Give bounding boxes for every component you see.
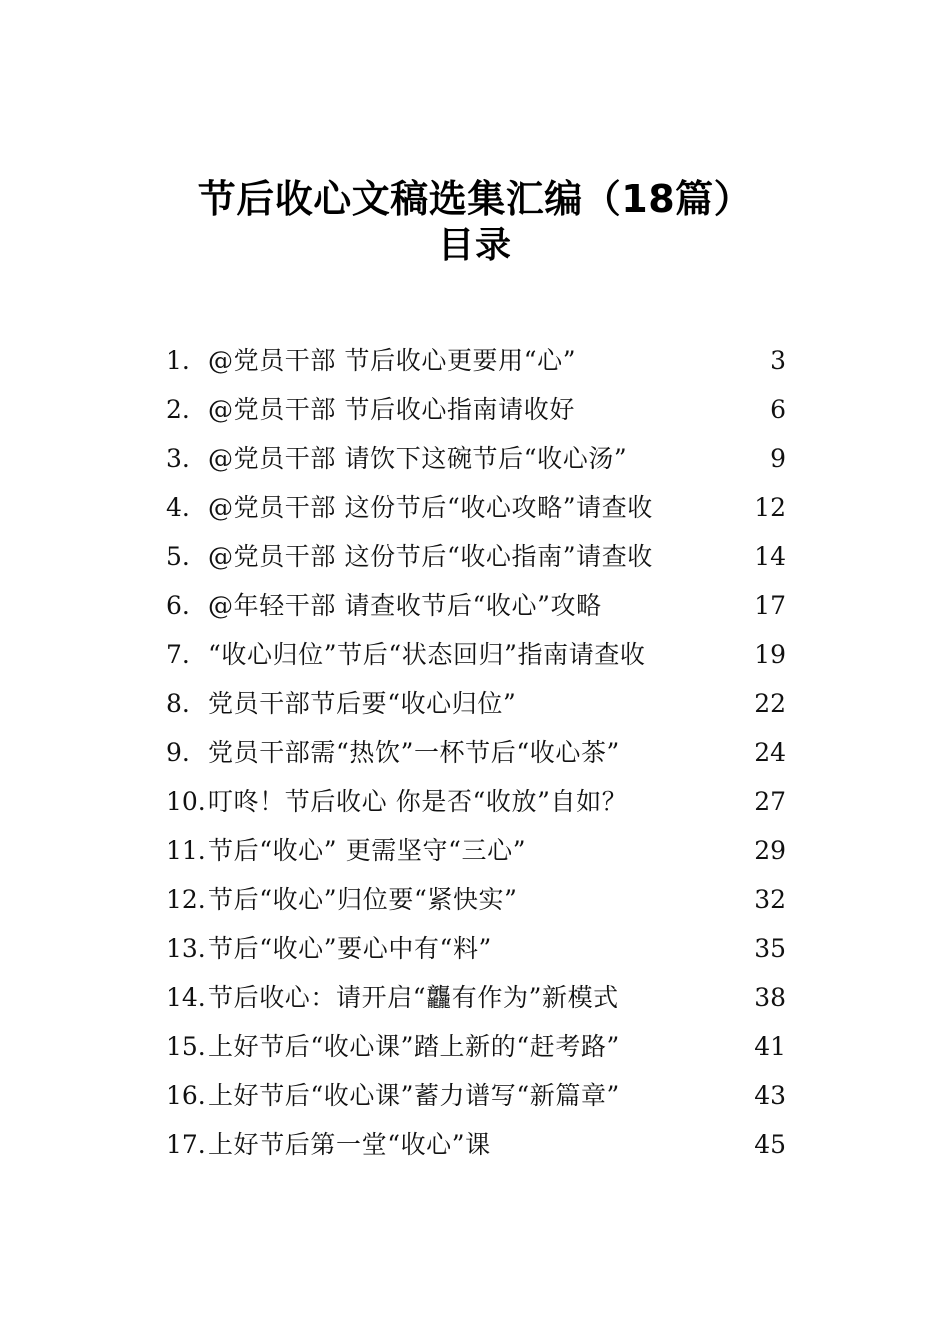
toc-entry[interactable]	[166, 973, 786, 1022]
toc-dot-leader	[603, 589, 752, 614]
toc-entry-label: @党员干部 请饮下这碗节后“收心汤”	[208, 444, 628, 473]
toc-entry-page-number: 32	[754, 885, 786, 914]
toc-entry-number: 2.	[166, 395, 190, 424]
toc-entry-number: 6.	[166, 591, 190, 620]
toc-entry[interactable]	[166, 434, 786, 483]
toc-dot-leader	[492, 1128, 752, 1153]
toc-entry-page-number: 45	[754, 1130, 786, 1159]
toc-entry-label: 上好节后“收心课”踏上新的“赶考路”	[208, 1032, 620, 1061]
toc-dot-leader	[620, 981, 752, 1006]
toc-entry-number: 15.	[166, 1032, 206, 1061]
toc-entry-page-number: 22	[754, 689, 786, 718]
toc-entry[interactable]	[166, 483, 786, 532]
toc-entry-page-number: 38	[754, 983, 786, 1012]
title-block	[0, 176, 950, 268]
toc-entry[interactable]	[166, 581, 786, 630]
toc-dot-leader	[621, 1030, 752, 1055]
toc-dot-leader	[576, 393, 768, 418]
toc-entry-label: 节后“收心”要心中有“料”	[208, 934, 492, 963]
toc-entry-number: 11.	[166, 836, 206, 865]
toc-entry[interactable]	[166, 532, 786, 581]
toc-entry-label: 上好节后“收心课”蓄力谱写“新篇章”	[208, 1081, 620, 1110]
page-subtitle: 目录	[437, 225, 512, 266]
toc-entry-page-number: 9	[770, 444, 786, 473]
toc-entry-number: 5.	[166, 542, 190, 571]
toc-entry-page-number: 24	[754, 738, 786, 767]
toc-entry-label: 党员干部需“热饮”一杯节后“收心茶”	[208, 738, 620, 767]
toc-entry[interactable]	[166, 1120, 786, 1169]
toc-entry-page-number: 41	[754, 1032, 786, 1061]
toc-entry-page-number: 17	[754, 591, 786, 620]
toc-entry-number: 16.	[166, 1081, 206, 1110]
toc-entry-number: 12.	[166, 885, 206, 914]
toc-dot-leader	[517, 687, 752, 712]
toc-entry-number: 14.	[166, 983, 206, 1012]
toc-entry-page-number: 12	[754, 493, 786, 522]
toc-entry-label: 节后“收心”归位要“紧快实”	[208, 885, 518, 914]
toc-entry-label: 叮咚！节后收心 你是否“收放”自如？	[208, 787, 628, 816]
toc-entry-number: 13.	[166, 934, 206, 963]
toc-entry-label: 节后“收心” 更需坚守“三心”	[208, 836, 527, 865]
page-title: 节后收心文稿选集汇编（18篇）	[197, 177, 753, 221]
toc-entry-number: 8.	[166, 689, 190, 718]
toc-entry[interactable]	[166, 1022, 786, 1071]
toc-entry-number: 7.	[166, 640, 190, 669]
toc-entry-label: @党员干部 这份节后“收心指南”请查收	[208, 542, 653, 571]
toc-entry-number: 4.	[166, 493, 190, 522]
toc-entry-number: 10.	[166, 787, 206, 816]
toc-dot-leader	[628, 442, 768, 467]
toc-dot-leader	[527, 834, 752, 859]
toc-dot-leader	[621, 1079, 752, 1104]
toc-entry-label: @党员干部 节后收心更要用“心”	[208, 346, 577, 375]
toc-entry-label: “收心归位”节后“状态回归”指南请查收	[208, 640, 646, 669]
toc-entry[interactable]	[166, 1071, 786, 1120]
toc-entry-page-number: 3	[770, 346, 786, 375]
toc-dot-leader	[647, 638, 753, 663]
toc-entry-page-number: 29	[754, 836, 786, 865]
toc-entry-label: 上好节后第一堂“收心”课	[208, 1130, 491, 1159]
toc-entry-page-number: 43	[754, 1081, 786, 1110]
toc-entry-label: @党员干部 这份节后“收心攻略”请查收	[208, 493, 653, 522]
toc-entry-page-number: 35	[754, 934, 786, 963]
toc-dot-leader	[654, 540, 752, 565]
toc-entry[interactable]	[166, 924, 786, 973]
toc-entry-page-number: 6	[770, 395, 786, 424]
toc-entry-number: 1.	[166, 346, 190, 375]
toc-entry-label: 节后收心：请开启“龘有作为”新模式	[208, 983, 619, 1012]
toc-entry[interactable]	[166, 875, 786, 924]
toc-entry[interactable]	[166, 826, 786, 875]
toc-entry-number: 9.	[166, 738, 190, 767]
toc-entry-page-number: 19	[754, 640, 786, 669]
table-of-contents	[166, 336, 786, 1169]
toc-dot-leader	[621, 736, 752, 761]
toc-entry-number: 3.	[166, 444, 190, 473]
toc-dot-leader	[493, 932, 752, 957]
toc-dot-leader	[519, 883, 753, 908]
toc-entry[interactable]	[166, 679, 786, 728]
toc-dot-leader	[628, 785, 752, 810]
toc-dot-leader	[577, 344, 768, 369]
toc-entry[interactable]	[166, 336, 786, 385]
toc-entry-label: @党员干部 节后收心指南请收好	[208, 395, 575, 424]
toc-entry-page-number: 14	[754, 542, 786, 571]
toc-entry-label: 党员干部节后要“收心归位”	[208, 689, 517, 718]
toc-entry[interactable]	[166, 630, 786, 679]
toc-entry[interactable]	[166, 728, 786, 777]
toc-dot-leader	[654, 491, 752, 516]
toc-entry-page-number: 27	[754, 787, 786, 816]
toc-entry-label: @年轻干部 请查收节后“收心”攻略	[208, 591, 602, 620]
toc-entry[interactable]	[166, 777, 786, 826]
toc-entry[interactable]	[166, 385, 786, 434]
toc-entry-number: 17.	[166, 1130, 206, 1159]
